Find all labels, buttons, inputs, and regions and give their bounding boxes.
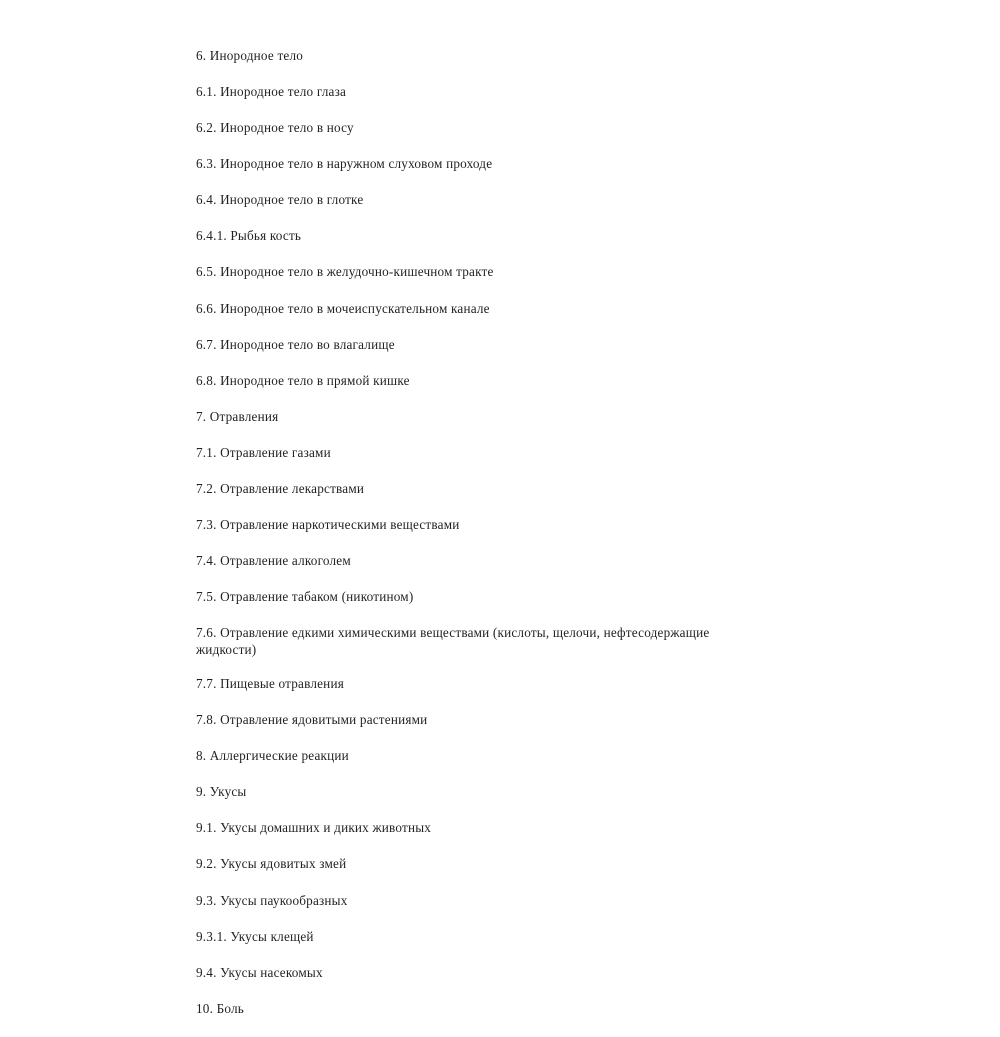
toc-entry: 6.5. Инородное тело в желудочно-кишечном тракте — [196, 264, 494, 280]
toc-entry: 7.3. Отравление наркотическими веществами — [196, 517, 460, 533]
toc-entry: 9.4. Укусы насекомых — [196, 964, 323, 980]
table-of-contents — [196, 48, 816, 1037]
toc-entry: 7.4. Отравление алкоголем — [196, 553, 351, 569]
toc-entry: 6.3. Инородное тело в наружном слуховом проходе — [196, 156, 493, 172]
toc-entry: 7.8. Отравление ядовитыми растениями — [196, 712, 428, 728]
toc-entry: 7.6. Отравление едкими химическими веществами (кислоты, щелочи, нефтесодержащие жидкости) — [196, 625, 710, 658]
toc-entry: 6.6. Инородное тело в мочеиспускательном канале — [196, 300, 490, 316]
toc-entry: 7.5. Отравление табаком (никотином) — [196, 589, 414, 605]
toc-entry: 9.1. Укусы домашних и диких животных — [196, 820, 432, 836]
toc-entry: 7.7. Пищевые отравления — [196, 676, 344, 692]
toc-entry: 9.2. Укусы ядовитых змей — [196, 856, 347, 872]
toc-entry: 10. Боль — [196, 1000, 244, 1016]
toc-entry: 6.7. Инородное тело во влагалище — [196, 336, 395, 352]
toc-entry: 6.4.1. Рыбья кость — [196, 228, 302, 244]
toc-entry: 7. Отравления — [196, 408, 279, 424]
toc-entry: 8. Аллергические реакции — [196, 748, 349, 764]
toc-entry: 7.1. Отравление газами — [196, 444, 331, 460]
toc-entry: 9.3.1. Укусы клещей — [196, 928, 314, 944]
toc-entry: 6.8. Инородное тело в прямой кишке — [196, 372, 410, 388]
toc-entry: 9. Укусы — [196, 784, 247, 800]
toc-entry: 6. Инородное тело — [196, 48, 304, 63]
toc-entry: 6.1. Инородное тело глаза — [196, 84, 347, 100]
toc-entry: 9.3. Укусы паукообразных — [196, 892, 348, 908]
toc-entry: 6.4. Инородное тело в глотке — [196, 192, 364, 208]
toc-entry: 6.2. Инородное тело в носу — [196, 120, 354, 136]
toc-entry: 7.2. Отравление лекарствами — [196, 480, 365, 496]
